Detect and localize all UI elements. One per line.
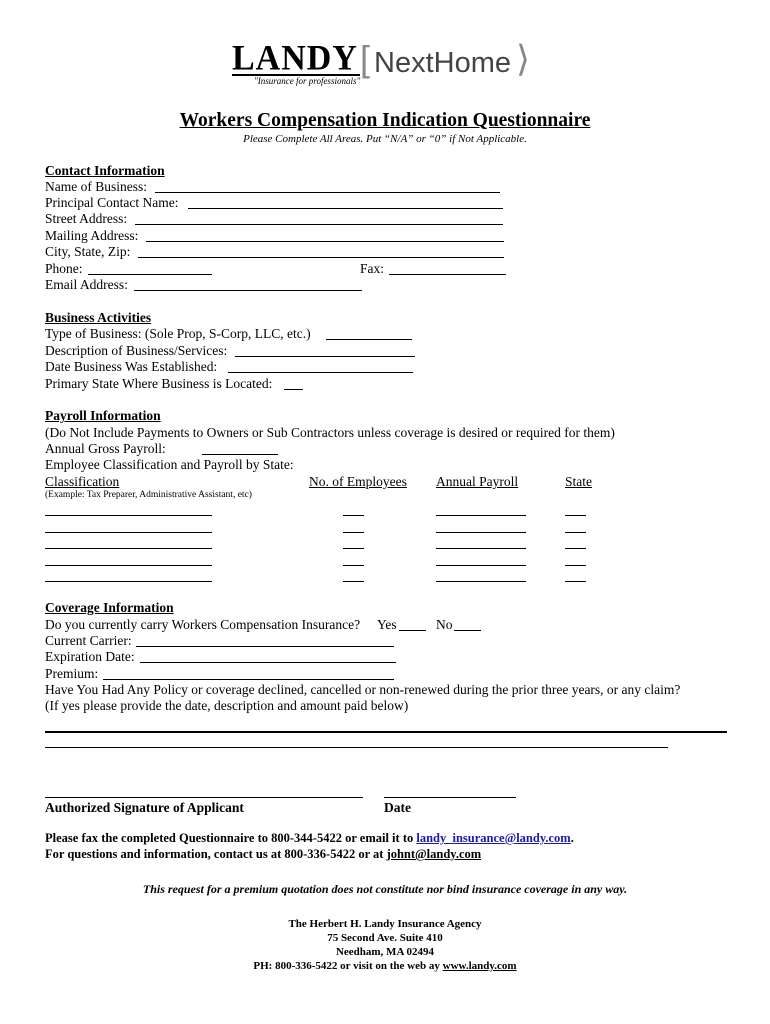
- current-carrier-field[interactable]: [136, 646, 394, 647]
- description-field[interactable]: [235, 356, 415, 357]
- annual-gross-field[interactable]: [202, 454, 278, 455]
- declined-question: Have You Had Any Policy or coverage declined, cancelled or non-renewed during the prior three years, or any claim?: [45, 682, 681, 697]
- website-link[interactable]: www.landy.com: [442, 960, 517, 972]
- no-field[interactable]: [454, 630, 481, 631]
- fax-instructions-suffix: .: [570, 831, 574, 845]
- mailing-address-label: Mailing Address:: [45, 228, 139, 243]
- employees-field[interactable]: [343, 515, 364, 516]
- payroll-field[interactable]: [436, 548, 526, 549]
- disclaimer: This request for a premium quotation does not constitute nor bind insurance coverage in any way.: [142, 882, 628, 896]
- type-of-business-label: Type of Business: (Sole Prop, S-Corp, LLC, etc.): [45, 326, 311, 341]
- employees-field[interactable]: [343, 548, 364, 549]
- date-established-label: Date Business Was Established:: [45, 359, 218, 374]
- phone-label: Phone:: [45, 261, 83, 276]
- state-field[interactable]: [565, 581, 586, 582]
- expiration-date-field[interactable]: [140, 662, 396, 663]
- contact-heading: Contact Information: [45, 163, 165, 178]
- col-state: State: [565, 474, 592, 489]
- footer-phone-text: PH: 800-336-5422 or visit on the web ay: [253, 960, 443, 972]
- payroll-field[interactable]: [436, 532, 526, 533]
- email-field[interactable]: [134, 290, 362, 291]
- employees-field[interactable]: [343, 581, 364, 582]
- no-label: No: [436, 617, 453, 632]
- questions-contact-text: For questions and information, contact us at 800-336-5422 or at: [45, 847, 387, 861]
- page-subtitle: Please Complete All Areas. Put “N/A” or “0” if Not Applicable.: [243, 133, 527, 145]
- street-address-field[interactable]: [135, 224, 503, 225]
- declined-note: (If yes please provide the date, description and amount paid below): [45, 698, 409, 713]
- col-employees: No. of Employees: [309, 474, 407, 489]
- premium-field[interactable]: [103, 679, 394, 680]
- name-of-business-field[interactable]: [155, 192, 500, 193]
- principal-contact-label: Principal Contact Name:: [45, 195, 179, 210]
- fax-label: Fax:: [360, 261, 385, 276]
- logo-bracket-open: [: [360, 38, 371, 79]
- city-state-zip-field[interactable]: [138, 257, 504, 258]
- logo-product: NextHome: [374, 47, 511, 79]
- footer-agency: The Herbert H. Landy Insurance Agency: [288, 918, 482, 930]
- signature-date-field[interactable]: [384, 797, 516, 798]
- col-annual-payroll: Annual Payroll: [436, 474, 519, 489]
- state-field[interactable]: [565, 565, 586, 566]
- primary-state-label: Primary State Where Business is Located:: [45, 376, 273, 391]
- description-label: Description of Business/Services:: [45, 343, 228, 358]
- type-of-business-field[interactable]: [326, 339, 412, 340]
- logo-bracket-close: ⟩: [516, 38, 531, 79]
- by-state-label: Employee Classification and Payroll by State:: [45, 457, 294, 472]
- contact-email-link[interactable]: johnt@landy.com: [386, 847, 482, 861]
- email-label: Email Address:: [45, 277, 128, 292]
- phone-field[interactable]: [88, 274, 212, 275]
- city-state-zip-label: City, State, Zip:: [45, 244, 131, 259]
- coverage-heading: Coverage Information: [45, 600, 174, 615]
- footer-phone: [0, 960, 770, 972]
- name-of-business-label: Name of Business:: [45, 179, 147, 194]
- classification-field[interactable]: [45, 548, 212, 549]
- state-field[interactable]: [565, 532, 586, 533]
- payroll-note: (Do Not Include Payments to Owners or Sub Contractors unless coverage is desired or required for them): [45, 425, 615, 440]
- logo-brand: LANDY: [232, 39, 358, 78]
- principal-contact-field[interactable]: [188, 208, 503, 209]
- fax-instructions-text: Please fax the completed Questionnaire to 800-344-5422 or email it to: [45, 831, 417, 845]
- footer-address-1: 75 Second Ave. Suite 410: [327, 932, 443, 944]
- signature-field[interactable]: [45, 797, 363, 798]
- payroll-heading: Payroll Information: [45, 408, 161, 423]
- claims-answer-line-1[interactable]: [45, 731, 727, 733]
- classification-field[interactable]: [45, 581, 212, 582]
- state-field[interactable]: [565, 548, 586, 549]
- primary-state-field[interactable]: [284, 389, 303, 390]
- yes-field[interactable]: [399, 630, 426, 631]
- signature-label: Authorized Signature of Applicant: [45, 800, 244, 815]
- employees-field[interactable]: [343, 532, 364, 533]
- state-field[interactable]: [565, 515, 586, 516]
- logo-tagline: "Insurance for professionals": [254, 76, 361, 86]
- annual-gross-label: Annual Gross Payroll:: [45, 441, 166, 456]
- yes-label: Yes: [377, 617, 397, 632]
- payroll-field[interactable]: [436, 515, 526, 516]
- employees-field[interactable]: [343, 565, 364, 566]
- fax-field[interactable]: [389, 274, 506, 275]
- classification-field[interactable]: [45, 515, 212, 516]
- mailing-address-field[interactable]: [146, 241, 504, 242]
- insurance-email-link[interactable]: landy_insurance@landy.com: [416, 831, 571, 845]
- questions-contact: [45, 847, 481, 862]
- classification-field[interactable]: [45, 565, 212, 566]
- payroll-field[interactable]: [436, 565, 526, 566]
- street-address-label: Street Address:: [45, 211, 128, 226]
- page-title: Workers Compensation Indication Questionnaire: [179, 110, 591, 131]
- fax-instructions: [45, 831, 574, 846]
- carry-insurance-question: Do you currently carry Workers Compensation Insurance?: [45, 617, 361, 632]
- premium-label: Premium:: [45, 666, 99, 681]
- date-established-field[interactable]: [228, 372, 413, 373]
- business-heading: Business Activities: [45, 310, 152, 325]
- col-classification: Classification: [45, 474, 120, 489]
- footer-address-2: Needham, MA 02494: [335, 946, 435, 958]
- signature-date-label: Date: [384, 800, 411, 815]
- claims-answer-line-2[interactable]: [45, 747, 668, 748]
- classification-example: (Example: Tax Preparer, Administrative Assistant, etc): [45, 490, 252, 500]
- expiration-date-label: Expiration Date:: [45, 649, 135, 664]
- payroll-field[interactable]: [436, 581, 526, 582]
- classification-field[interactable]: [45, 532, 212, 533]
- current-carrier-label: Current Carrier:: [45, 633, 132, 648]
